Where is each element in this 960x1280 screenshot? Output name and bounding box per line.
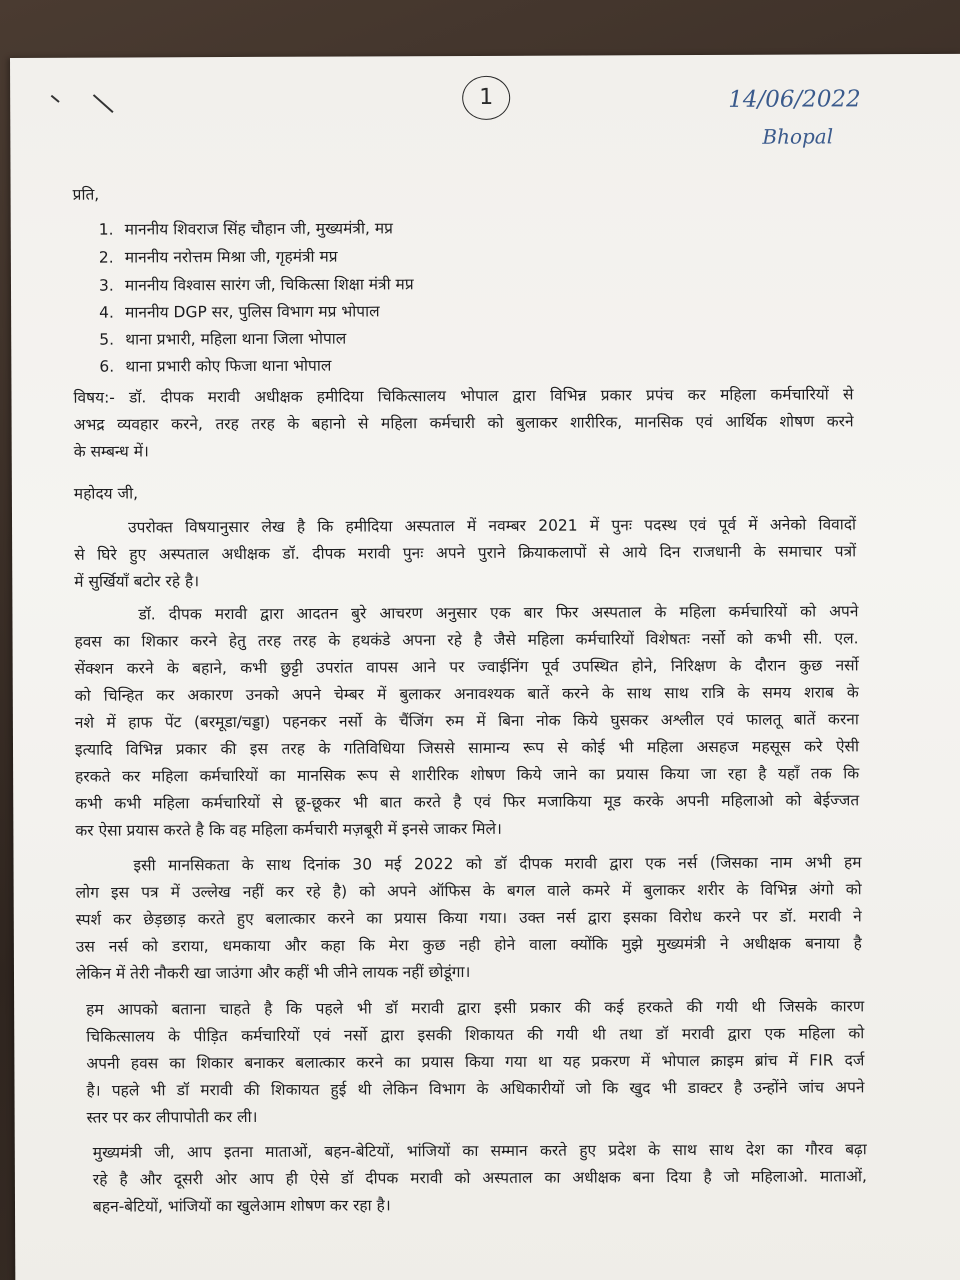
- recipient-item: 3. माननीय विश्वास सारंग जी, चिकित्सा शिक्षा मंत्री मप्र: [98, 275, 414, 295]
- body-line: लेकिन में तेरी नौकरी खा जाउंगा और कहीं भी जीने लायक नहीं छोडूंगा।: [75, 963, 471, 983]
- subject-line: विषय:- डॉ. दीपक मरावी अधीक्षक हमीदिया चिकित्सालय भोपाल द्वारा विभिन्न प्रकार प्रपंच कर महिला कर्मचारियों से: [73, 385, 854, 407]
- pen-mark: [93, 94, 114, 113]
- greeting: महोदय जी,: [73, 484, 139, 503]
- body-line: सेंक्शन करने के बहाने, कभी छुट्टी उपरांत वापस आने पर ज्वाईनिंग पूर्व उपस्थित होने, निरिक्षण के दौरान कुछ नर्सो: [74, 656, 859, 678]
- body-line: चिकित्सालय के पीड़ित कर्मचारियों एवं नर्सो द्वारा इसकी शिकायत की गयी थी तथा डॉ मरावी द्वारा एक महिला को: [86, 1024, 865, 1046]
- body-line: लोग इस पत्र में उल्लेख नहीं कर रहे है) को अपने ऑफिस के बगल वाले कमरे में बुलाकर शरीर के विभिन्न अंगो को: [75, 880, 862, 902]
- body-line: से घिरे हुए अस्पताल अधीक्षक डॉ. दीपक मरावी पुनः अपने पुराने क्रियाकलापों से आये दिन राजधानी के समाचार पत्रों: [74, 542, 857, 564]
- body-line: को चिन्हित कर अकारण उनको अपने चेम्बर में बुलाकर अनावश्यक बातें करने के साथ साथ रात्रि के समय शराब के: [74, 683, 859, 705]
- body-line: इसी मानसिकता के साथ दिनांक 30 मई 2022 को डॉ दीपक मरावी द्वारा एक नर्स (जिसका नाम अभी हम: [133, 853, 862, 875]
- body-line: अपनी हवस का शिकार बनाकर बलात्कार करने का प्रयास किया गया था यह प्रकरण में भोपाल क्राइम ब्रांच में FIR दर्ज: [86, 1051, 865, 1073]
- body-line: कभी कभी महिला कर्मचारियों से छू-छूकर भी बात करते है एवं फिर मजाकिया मूड करके अपनी महिलाओ को बेईज्जत: [75, 791, 860, 813]
- recipient-item: 2. माननीय नरोत्तम मिश्रा जी, गृहमंत्री मप्र: [98, 247, 338, 267]
- body-line: स्पर्श कर छेड़छाड़ करते हुए बलात्कार करने का प्रयास किया गया। उक्त नर्स द्वारा इसका विरोध करने पर डॉ. मरावी ने: [75, 907, 862, 929]
- page-number-mark: 1: [462, 76, 510, 120]
- subject-line: अभद्र व्यवहार करने, तरह तरह के बहानो से महिला कर्मचारी को बुलाकर शारीरिक, मानसिक एवं आर्थिक शोषण करने: [73, 412, 854, 434]
- body-line: उस नर्स को डराया, धमकाया और कहा कि मेरा कुछ नही होने वाला क्योंकि मुझे मुख्यमंत्री ने अधीक्षक बनाया है: [75, 934, 862, 956]
- body-line: मुख्यमंत्री जी, आप इतना माताओं, बहन-बेटियों, भांजियों का सम्मान करते हुए प्रदेश के साथ साथ देश का गौरव बढ़ा: [92, 1140, 867, 1162]
- body-line: है। पहले भी डॉ मरावी की शिकायत हुई थी लेकिन विभाग के अधिकारीयों जो कि खुद भी डाक्टर है उन्होंने जांच अपने: [86, 1078, 865, 1100]
- body-line: रहे है और दूसरी ओर आप ही ऐसे डॉ दीपक मरावी को अस्पताल का अधीक्षक बना दिया है जो महिलाओ. माताओं,: [92, 1167, 867, 1189]
- handwritten-place: Bhopal: [762, 124, 834, 149]
- recipient-item: 6. थाना प्रभारी कोए फिजा थाना भोपाल: [99, 356, 332, 376]
- salutation-to: प्रति,: [72, 185, 100, 204]
- body-line: नशे में हाफ पेंट (बरमूडा/चड्डा) पहनकर नर्सो के चैंजिंग रुम में बिना नोक किये घुसकर अश्लील एवं फालतू बातें करना: [74, 710, 859, 732]
- pen-mark: [51, 95, 60, 103]
- body-line: हम आपको बताना चाहते है कि पहले भी डॉ मरावी द्वारा इसी प्रकार की कई हरकते की गयी थी जिसके कारण: [86, 997, 865, 1019]
- body-line: स्तर पर कर लीपापोती कर ली।: [86, 1107, 258, 1127]
- handwritten-date: 14/06/2022: [728, 86, 861, 113]
- body-line: बहन-बेटियों, भांजियों का खुलेआम शोषण कर रहा है।: [92, 1196, 391, 1216]
- body-line: कर ऐसा प्रयास करते है कि वह महिला कर्मचारी मज़बूरी में इनसे जाकर मिले।: [75, 819, 502, 840]
- body-line: डॉ. दीपक मरावी द्वारा आदतन बुरे आचरण अनुसार एक बार फिर अस्पताल के महिला कर्मचारियों को अपने: [138, 602, 859, 624]
- recipient-item: 5. थाना प्रभारी, महिला थाना जिला भोपाल: [99, 329, 347, 349]
- recipient-item: 4. माननीय DGP सर, पुलिस विभाग मप्र भोपाल: [99, 302, 380, 322]
- subject-line: के सम्बन्ध में।: [73, 442, 149, 461]
- letter-page: [10, 54, 960, 1280]
- body-line: उपरोक्त विषयानुसार लेख है कि हमीदिया अस्पताल में नवम्बर 2021 में पुनः पदस्थ एवं पूर्व में अनेको विवादों: [128, 515, 857, 537]
- body-line: हवस का शिकार करने हेतु तरह तरह के हथकंडे अपना रहे है जैसे महिला कर्मचारियों विशेषतः नर्सो को कभी सी. एल.: [74, 629, 859, 651]
- body-line: में सुर्खियाँ बटोर रहे है।: [74, 572, 200, 591]
- body-line: हरकते कर महिला कर्मचारियों का मानसिक रूप से शारीरिक शोषण किये जाने का प्रयास किया जा रहा है यहाँ तक कि: [75, 764, 860, 786]
- body-line: इत्यादि विभिन्न प्रकार की इस तरह के गतिविधिया जिससे सामान्य रूप से कोई भी महिला असहज महसूस करे ऐसी: [74, 737, 860, 759]
- recipient-item: 1. माननीय शिवराज सिंह चौहान जी, मुख्यमंत्री, मप्र: [98, 219, 393, 239]
